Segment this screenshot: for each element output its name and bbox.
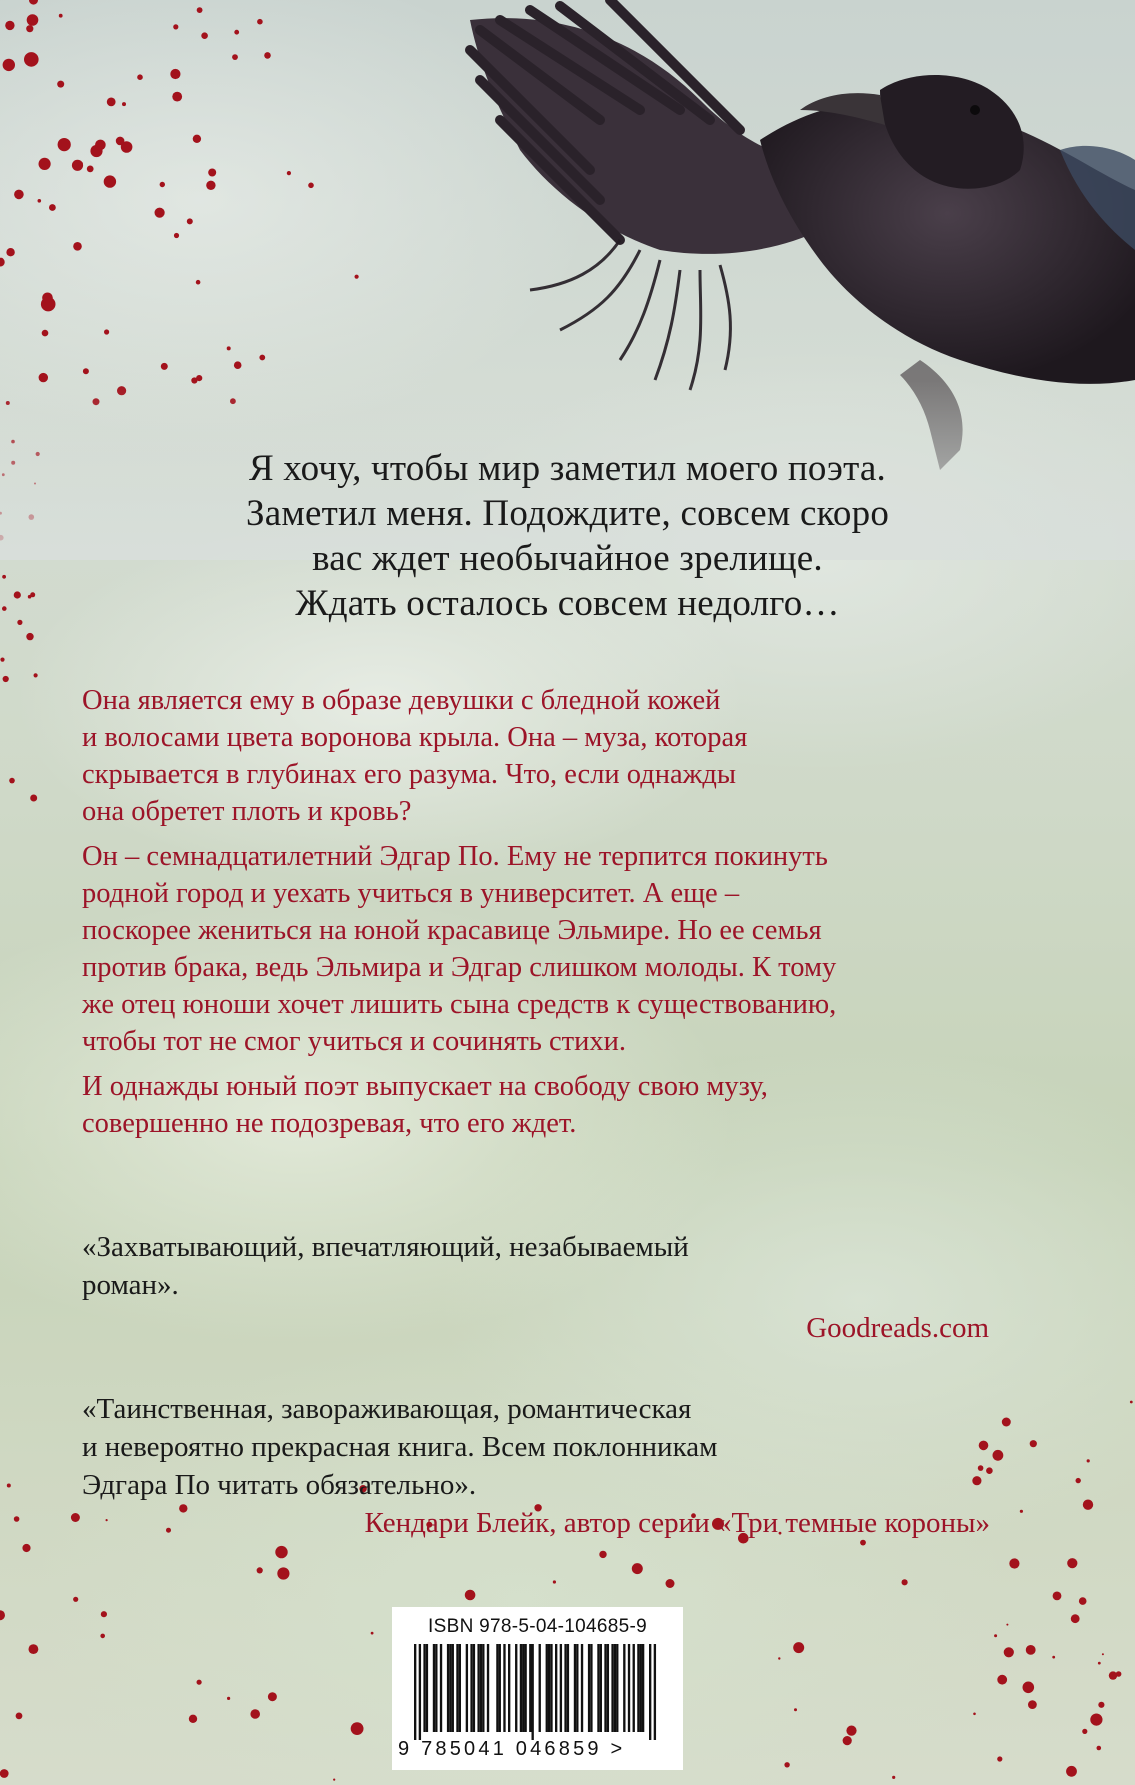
- blood-drop: [1130, 1401, 1133, 1404]
- intro-line: Я хочу, чтобы мир заметил моего поэта.: [248, 448, 887, 489]
- intro-line: вас ждет необычайное зрелище.: [312, 538, 823, 579]
- barcode-bar: [633, 1644, 635, 1732]
- description-line: родной город и уехать учиться в университет. А еще –: [82, 878, 740, 909]
- description-line: и волосами цвета воронова крыла. Она – муза, которая: [82, 722, 748, 753]
- review-quote-kendare-blake: [82, 1390, 1042, 1542]
- barcode-bar: [640, 1644, 642, 1732]
- blood-drop: [26, 633, 33, 640]
- description-line: же отец юноши хочет лишить сына средств к существованию,: [82, 989, 837, 1020]
- blood-drop: [1087, 1459, 1090, 1462]
- description-line: Она является ему в образе девушки с бледной кожей: [82, 685, 721, 716]
- barcode-bar: [477, 1644, 479, 1732]
- barcode-bar: [447, 1644, 449, 1732]
- barcode-bar: [574, 1644, 576, 1732]
- blood-drop: [16, 1713, 23, 1720]
- blood-drop: [22, 1544, 30, 1552]
- blood-drop: [7, 1484, 11, 1488]
- blood-drop: [553, 1580, 556, 1583]
- blood-drop: [1079, 1597, 1087, 1605]
- blood-drop: [1102, 1653, 1104, 1655]
- intro-line: Ждать осталось совсем недолго…: [295, 583, 840, 624]
- blood-drop: [465, 1590, 476, 1601]
- barcode-bar: [522, 1644, 524, 1732]
- blood-drop: [71, 1513, 80, 1522]
- barcode-bar: [532, 1644, 534, 1740]
- quote-line: Эдгара По читать обязательно».: [82, 1469, 477, 1501]
- barcode-bar: [564, 1644, 566, 1732]
- description-line: совершенно не подозревая, что его ждет.: [82, 1108, 577, 1139]
- blood-drop: [30, 795, 37, 802]
- blood-drop: [1009, 1558, 1019, 1568]
- blood-drop: [1098, 1702, 1104, 1708]
- blood-drop: [794, 1708, 797, 1711]
- barcode-bar: [642, 1644, 644, 1732]
- barcode-bar: [576, 1644, 578, 1732]
- description-paragraph: [82, 682, 1042, 830]
- quote-line: «Захватывающий, впечатляющий, незабываемый: [82, 1231, 689, 1263]
- barcode-bar: [440, 1644, 442, 1732]
- barcode-bar: [515, 1644, 517, 1732]
- blood-drop: [994, 1634, 997, 1637]
- barcode-bar: [590, 1644, 592, 1732]
- blood-drop: [14, 1516, 20, 1522]
- blood-drop: [632, 1563, 643, 1574]
- barcode-bar: [529, 1644, 531, 1732]
- blood-drop: [101, 1611, 107, 1617]
- barcode-bar: [473, 1644, 475, 1732]
- barcode-bar: [456, 1644, 458, 1732]
- blood-drop: [793, 1642, 804, 1653]
- barcode-bar: [423, 1644, 425, 1732]
- barcode-bar: [419, 1644, 421, 1740]
- barcode-digits: 9 785041 046859 >: [398, 1738, 626, 1760]
- blood-drop: [973, 1713, 976, 1716]
- blood-drop: [1083, 1500, 1093, 1510]
- barcode-bar: [600, 1644, 602, 1732]
- review-quote-goodreads: [82, 1228, 1042, 1347]
- barcode-bar: [588, 1644, 590, 1732]
- blood-drop: [666, 1579, 675, 1588]
- blood-drop: [902, 1579, 908, 1585]
- blood-drop: [73, 1597, 78, 1602]
- barcode-bar: [482, 1644, 484, 1732]
- barcode-bar: [466, 1644, 468, 1732]
- blood-drop: [1023, 1682, 1035, 1694]
- intro-quote: [0, 446, 1135, 626]
- blood-drop: [1097, 1746, 1102, 1751]
- blood-drop: [351, 1722, 364, 1735]
- barcode-bar: [649, 1644, 651, 1740]
- barcode-bar: [435, 1644, 437, 1732]
- blood-drop: [100, 1634, 105, 1639]
- description-line: скрывается в глубинах его разума. Что, если однажды: [82, 759, 736, 790]
- barcode-bar: [414, 1644, 416, 1740]
- blood-drop: [843, 1736, 852, 1745]
- blood-drop: [1066, 1766, 1077, 1777]
- blood-drop: [34, 673, 38, 677]
- blood-drop: [1006, 1624, 1008, 1626]
- blood-drop: [1067, 1558, 1077, 1568]
- blood-drop: [778, 1657, 780, 1659]
- quote-line: и невероятно прекрасная книга. Всем поклонникам: [82, 1431, 718, 1463]
- barcode-bar: [623, 1644, 625, 1732]
- barcode-bar: [637, 1644, 639, 1732]
- blood-drop: [0, 1769, 9, 1778]
- barcode-bar: [616, 1644, 618, 1732]
- barcode-bar: [546, 1644, 548, 1732]
- blood-drop: [846, 1726, 856, 1736]
- blood-drop: [268, 1692, 277, 1701]
- barcode-bar: [539, 1644, 541, 1732]
- barcode-bar: [524, 1644, 526, 1732]
- description-line: против брака, ведь Эльмира и Эдгар слишком молоды. К тому: [82, 952, 837, 983]
- isbn-label: ISBN 978-5-04-104685-9: [428, 1616, 647, 1637]
- blood-drop: [250, 1709, 260, 1719]
- description-line: Он – семнадцатилетний Эдгар По. Ему не терпится покинуть: [82, 841, 828, 872]
- blood-drop: [29, 1644, 39, 1654]
- blood-drop: [1098, 1662, 1101, 1665]
- barcode-bar: [581, 1644, 583, 1732]
- barcode-bar: [550, 1644, 552, 1732]
- blood-drop: [189, 1715, 197, 1723]
- blood-drop: [0, 1610, 5, 1620]
- description-line: чтобы тот не смог учиться и сочинять стихи.: [82, 1026, 626, 1057]
- blood-drop: [257, 1567, 263, 1573]
- blood-drop: [1053, 1592, 1062, 1601]
- barcode-bar: [567, 1644, 569, 1732]
- barcode-bar: [449, 1644, 451, 1732]
- blood-drop: [0, 658, 4, 662]
- barcode-bar: [611, 1644, 613, 1732]
- barcode-bar: [426, 1644, 428, 1732]
- blood-drop: [997, 1675, 1007, 1685]
- barcode-bar: [503, 1644, 505, 1732]
- blood-drop: [1076, 1478, 1081, 1483]
- barcode-bar: [628, 1644, 630, 1732]
- description-paragraph: [82, 838, 1042, 1060]
- blood-drop: [892, 1776, 895, 1779]
- barcode-bar: [614, 1644, 616, 1732]
- blood-drop: [1004, 1647, 1014, 1657]
- barcode-bar: [480, 1644, 482, 1732]
- barcode-bar: [452, 1644, 454, 1732]
- blood-drop: [1109, 1671, 1117, 1679]
- book-description: [82, 682, 1042, 1150]
- barcode-bar: [548, 1644, 550, 1732]
- blood-drop: [1026, 1645, 1036, 1655]
- description-line: поскорее жениться на юной красавице Эльмире. Но ее семья: [82, 915, 822, 946]
- blood-drop: [9, 778, 15, 784]
- blood-drop: [1052, 1656, 1055, 1659]
- blood-drop: [197, 1680, 202, 1685]
- blood-drop: [283, 1551, 287, 1555]
- quote-line: роман».: [82, 1269, 179, 1301]
- blood-drop: [1090, 1714, 1102, 1726]
- description-line: И однажды юный поэт выпускает на свободу свою музу,: [82, 1071, 768, 1102]
- quote-source: Goodreads.com: [806, 1312, 989, 1344]
- barcode-bar: [607, 1644, 609, 1732]
- barcode-bar: [560, 1644, 562, 1732]
- barcode-bar: [604, 1644, 606, 1732]
- barcode-bar: [597, 1644, 599, 1732]
- barcode-bar: [555, 1644, 557, 1732]
- intro-line: Заметил меня. Подождите, совсем скоро: [245, 493, 890, 534]
- blood-drop: [997, 1756, 1002, 1761]
- barcode-bar: [654, 1644, 656, 1740]
- blood-drop: [1071, 1614, 1080, 1623]
- isbn-barcode: [392, 1607, 683, 1770]
- barcode-bar: [496, 1644, 498, 1732]
- blood-drop: [333, 1779, 335, 1781]
- barcode-bar: [433, 1644, 435, 1732]
- barcode-bar: [487, 1644, 489, 1732]
- blood-drop: [1028, 1700, 1037, 1709]
- barcode-bar: [459, 1644, 461, 1732]
- blood-drop: [1082, 1729, 1087, 1734]
- barcode-bar: [520, 1644, 522, 1732]
- description-line: она обретет плоть и кровь?: [82, 796, 412, 827]
- quote-source: Кендари Блейк, автор серии «Три темные короны»: [364, 1507, 990, 1539]
- blood-drop: [371, 1632, 374, 1635]
- description-paragraph: [82, 1068, 1042, 1142]
- quote-line: «Таинственная, завораживающая, романтическая: [82, 1393, 692, 1425]
- blood-drop: [784, 1762, 789, 1767]
- blood-drop: [277, 1567, 289, 1579]
- barcode-bar: [470, 1644, 472, 1732]
- blood-drop: [599, 1551, 606, 1558]
- blood-drop: [3, 676, 9, 682]
- barcode-bar: [499, 1644, 501, 1732]
- barcode-icon: [414, 1644, 662, 1740]
- blood-drop: [227, 1697, 230, 1700]
- barcode-bar: [508, 1644, 510, 1732]
